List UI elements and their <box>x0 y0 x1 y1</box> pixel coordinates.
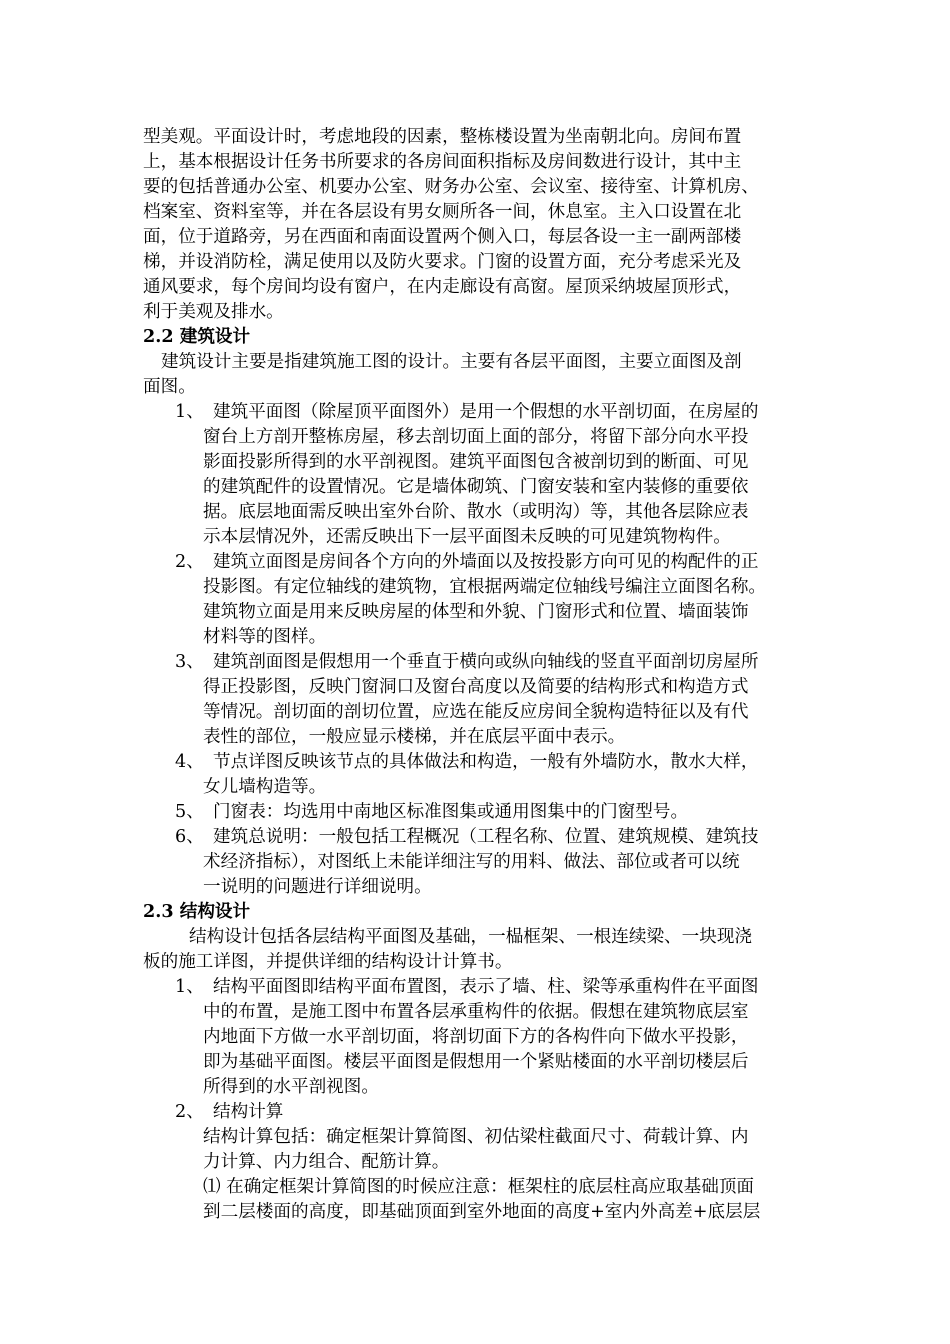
text: 的建筑配件的设置情况。它是墙体砌筑、门窗安装和室内装修的重要依 <box>203 477 749 497</box>
text: 建筑平面图（除屋顶平面图外）是用一个假想的水平剖切面，在房屋的 <box>213 402 759 422</box>
text: 要的包括普通办公室、机要办公室、财务办公室、会议室、接待室、计算机房、 <box>143 177 759 197</box>
list-item-line <box>0 1049 950 1075</box>
list-item-line <box>0 599 950 625</box>
list-item-line <box>0 1024 950 1050</box>
list-item-line <box>0 1199 950 1225</box>
text: 力计算、内力组合、配筋计算。 <box>203 1152 450 1172</box>
text: 影面投影所得到的水平剖视图。建筑平面图包含被剖切到的断面、可见 <box>203 452 749 472</box>
paragraph-line <box>0 274 950 300</box>
list-item-line <box>0 1074 950 1100</box>
heading-text: 2.3 结构设计 <box>143 901 251 922</box>
heading-text: 2.2 建筑设计 <box>143 326 251 347</box>
list-item-line <box>0 999 950 1025</box>
text: 上，基本根据设计任务书所要求的各房间面积指标及房间数进行设计，其中主 <box>143 152 742 172</box>
section-heading <box>0 899 950 925</box>
paragraph-line <box>0 249 950 275</box>
text: 档案室、资料室等，并在各层设有男女厕所各一间，休息室。主入口设置在北 <box>143 202 742 222</box>
list-item-line <box>0 524 950 550</box>
list-number: 4、 <box>175 752 204 772</box>
text: 得正投影图，反映门窗洞口及窗台高度以及简要的结构形式和构造方式 <box>203 677 749 697</box>
text: 结构平面图即结构平面布置图，表示了墙、柱、梁等承重构件在平面图 <box>213 977 759 997</box>
section-heading <box>0 324 950 350</box>
list-item-line <box>0 474 950 500</box>
list-item <box>0 399 950 425</box>
list-item-line <box>0 574 950 600</box>
text: 建筑设计主要是指建筑施工图的设计。主要有各层平面图，主要立面图及剖 <box>161 352 742 372</box>
text: ⑴ 在确定框架计算简图的时候应注意：框架柱的底层柱高应取基础顶面 <box>203 1177 755 1197</box>
list-item-line <box>0 674 950 700</box>
text: 术经济指标），对图纸上未能详细注写的用料、做法、部位或者可以统 <box>203 852 740 872</box>
list-item <box>0 649 950 675</box>
text: 面，位于道路旁，另在西面和南面设置两个侧入口，每层各设一主一副两部楼 <box>143 227 742 247</box>
list-item <box>0 824 950 850</box>
paragraph-line <box>0 299 950 325</box>
list-item-line <box>0 849 950 875</box>
paragraph-line <box>0 924 950 950</box>
text: 面图。 <box>143 377 196 397</box>
text: 据。底层地面需反映出室外台阶、散水（或明沟）等，其他各层除应表 <box>203 502 749 522</box>
text: 建筑物立面是用来反映房屋的体型和外貌、门窗形式和位置、墙面装饰 <box>203 602 749 622</box>
list-item-line <box>0 1149 950 1175</box>
text: 投影图。有定位轴线的建筑物，宜根据两端定位轴线号编注立面图名称。 <box>203 577 767 597</box>
list-item-line <box>0 774 950 800</box>
list-item-line <box>0 449 950 475</box>
text: 结构计算 <box>213 1102 284 1122</box>
text: 材料等的图样。 <box>203 627 327 647</box>
list-number: 3、 <box>175 652 204 672</box>
text: 等情况。剖切面的剖切位置，应选在能反应房间全貌构造特征以及有代 <box>203 702 749 722</box>
text: 结构计算包括：确定框架计算简图、初估梁柱截面尺寸、荷载计算、内 <box>203 1127 749 1147</box>
paragraph-line <box>0 374 950 400</box>
list-item-line <box>0 499 950 525</box>
list-number: 2、 <box>175 552 204 572</box>
text: 到二层楼面的高度，即基础顶面到室外地面的高度+室内外高差+底层层 <box>203 1202 761 1222</box>
paragraph-line <box>0 224 950 250</box>
list-number: 2、 <box>175 1102 204 1122</box>
list-number: 1、 <box>175 977 204 997</box>
text: 节点详图反映该节点的具体做法和构造，一般有外墙防水，散水大样， <box>213 752 759 772</box>
list-item-line <box>0 874 950 900</box>
list-item-line <box>0 724 950 750</box>
paragraph-line <box>0 349 950 375</box>
list-number: 5、 <box>175 802 204 822</box>
text: 所得到的水平剖视图。 <box>203 1077 379 1097</box>
text: 一说明的问题进行详细说明。 <box>203 877 432 897</box>
list-item-line <box>0 699 950 725</box>
paragraph-line <box>0 149 950 175</box>
text: 结构设计包括各层结构平面图及基础，一榀框架、一根连续梁、一块现浇 <box>189 927 753 947</box>
list-item <box>0 749 950 775</box>
text: 板的施工详图，并提供详细的结构设计计算书。 <box>143 952 513 972</box>
list-item-line <box>0 424 950 450</box>
list-item <box>0 974 950 1000</box>
text: 女儿墙构造等。 <box>203 777 327 797</box>
text: 建筑总说明：一般包括工程概况（工程名称、位置、建筑规模、建筑技 <box>213 827 759 847</box>
list-item <box>0 1099 950 1125</box>
list-item-line <box>0 1174 950 1200</box>
text: 型美观。平面设计时，考虑地段的因素，整栋楼设置为坐南朝北向。房间布置 <box>143 127 742 147</box>
text: 建筑剖面图是假想用一个垂直于横向或纵向轴线的竖直平面剖切房屋所 <box>213 652 759 672</box>
text: 窗台上方剖开整栋房屋，移去剖切面上面的部分，将留下部分向水平投 <box>203 427 749 447</box>
text: 建筑立面图是房间各个方向的外墙面以及按投影方向可见的构配件的正 <box>213 552 759 572</box>
list-number: 1、 <box>175 402 204 422</box>
paragraph-line <box>0 124 950 150</box>
text: 利于美观及排水。 <box>143 302 284 322</box>
text: 中的布置，是施工图中布置各层承重构件的依据。假想在建筑物底层室 <box>203 1002 749 1022</box>
list-number: 6、 <box>175 827 204 847</box>
paragraph-line <box>0 199 950 225</box>
text: 内地面下方做一水平剖切面，将剖切面下方的各构件向下做水平投影， <box>203 1027 749 1047</box>
paragraph-line <box>0 174 950 200</box>
list-item <box>0 549 950 575</box>
text: 表性的部位，一般应显示楼梯，并在底层平面中表示。 <box>203 727 626 747</box>
text: 即为基础平面图。楼层平面图是假想用一个紧贴楼面的水平剖切楼层后 <box>203 1052 749 1072</box>
text: 示本层情况外，还需反映出下一层平面图未反映的可见建筑物构件。 <box>203 527 731 547</box>
paragraph-line <box>0 949 950 975</box>
text: 通风要求，每个房间均设有窗户，在内走廊设有高窗。屋顶采纳坡屋顶形式， <box>143 277 742 297</box>
list-item-line <box>0 624 950 650</box>
list-item <box>0 799 950 825</box>
list-item-line <box>0 1124 950 1150</box>
text: 门窗表：均选用中南地区标准图集或通用图集中的门窗型号。 <box>213 802 689 822</box>
text: 梯，并设消防栓，满足使用以及防火要求。门窗的设置方面，充分考虑采光及 <box>143 252 742 272</box>
